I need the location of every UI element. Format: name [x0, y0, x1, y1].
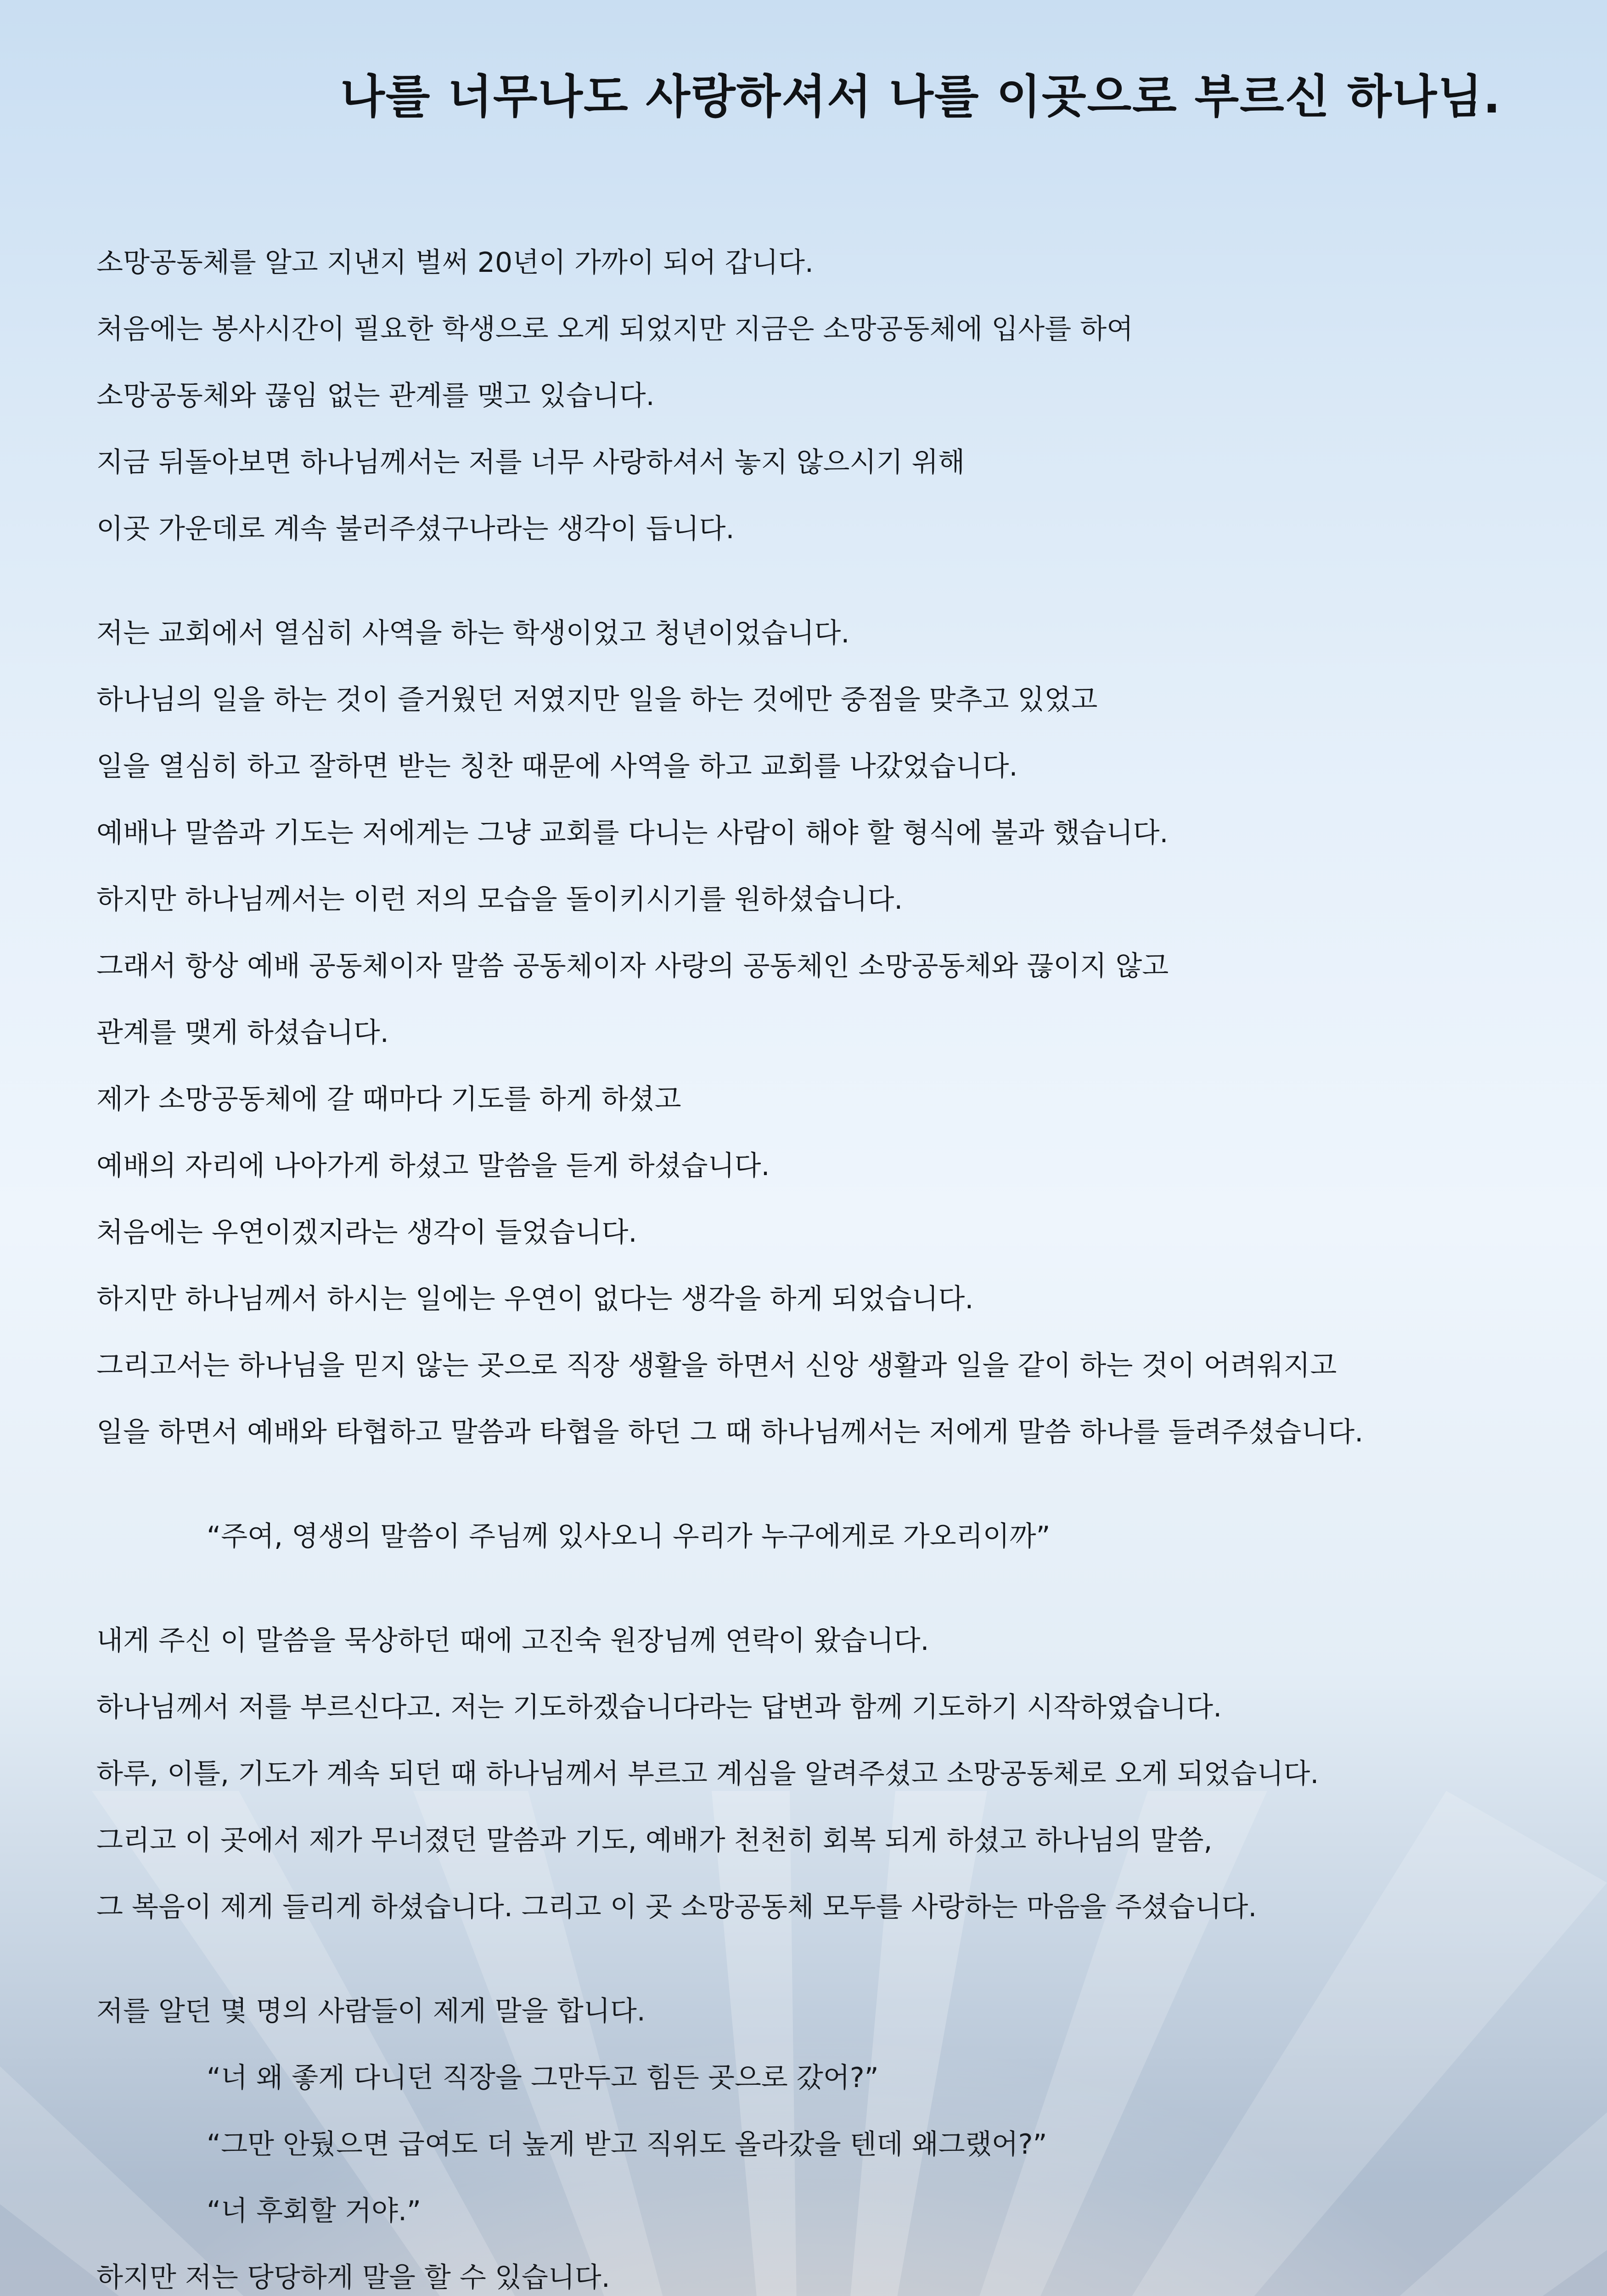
text-line: 하지만 하나님께서 하시는 일에는 우연이 없다는 생각을 하게 되었습니다.: [96, 1283, 974, 1315]
text-line: 일을 하면서 예배와 타협하고 말씀과 타협을 하던 그 때 하나님께서는 저에게 말씀 하나를 들려주셨습니다.: [96, 1416, 1364, 1448]
text-line: 소망공동체를 알고 지낸지 벌써 20년이 가까이 되어 갑니다.: [96, 247, 814, 279]
text-line: 저는 교회에서 열심히 사역을 하는 학생이었고 청년이었습니다.: [96, 617, 850, 649]
text-line: 처음에는 우연이겠지라는 생각이 들었습니다.: [96, 1216, 637, 1249]
text-line: 내게 주신 이 말씀을 묵상하던 때에 고진숙 원장님께 연락이 왔습니다.: [96, 1625, 929, 1657]
quote-line: “너 후회할 거야.”: [207, 2195, 421, 2227]
text-line: 그 복음이 제게 들리게 하셨습니다. 그리고 이 곳 소망공동체 모두를 사랑하는 마음을 주셨습니다.: [96, 1891, 1257, 1923]
letter-body: [96, 230, 1529, 2296]
text-line: 일을 열심히 하고 잘하면 받는 칭찬 때문에 사역을 하고 교회를 나갔었습니다.: [96, 750, 1018, 782]
quote-line: “주여, 영생의 말씀이 주님께 있사오니 우리가 누구에게로 가오리이까”: [207, 1520, 1051, 1553]
quote-line: “그만 안뒀으면 급여도 더 높게 받고 직위도 올라갔을 텐데 왜그랬어?”: [207, 2128, 1047, 2161]
text-line: 예배나 말씀과 기도는 저에게는 그냥 교회를 다니는 사람이 해야 할 형식에 불과 했습니다.: [96, 817, 1169, 849]
text-line: 제가 소망공동체에 갈 때마다 기도를 하게 하셨고: [96, 1083, 681, 1115]
text-line: 지금 뒤돌아보면 하나님께서는 저를 너무 사랑하셔서 놓지 않으시기 위해: [96, 446, 965, 478]
paragraph-1: [96, 230, 1529, 563]
text-line: 이곳 가운데로 계속 불러주셨구나라는 생각이 듭니다.: [96, 513, 735, 545]
text-line: 예배의 자리에 나아가게 하셨고 말씀을 듣게 하셨습니다.: [96, 1150, 770, 1182]
paragraph-3: [96, 1608, 1529, 1941]
scripture-quote: [96, 1503, 1529, 1570]
text-line: 그리고 이 곳에서 제가 무너졌던 말씀과 기도, 예배가 천천히 회복 되게 하셨고 하나님의 말씀,: [96, 1824, 1213, 1857]
text-line: 하지만 하나님께서는 이런 저의 모습을 돌이키시기를 원하셨습니다.: [96, 884, 903, 916]
text-line: 관계를 맺게 하셨습니다.: [96, 1017, 389, 1049]
text-line: 하지만 저는 당당하게 말을 할 수 있습니다.: [96, 2262, 610, 2294]
quote-line: “너 왜 좋게 다니던 직장을 그만두고 힘든 곳으로 갔어?”: [207, 2062, 879, 2094]
text-line: 하나님의 일을 하는 것이 즐거웠던 저였지만 일을 하는 것에만 중점을 맞추고 있었고: [96, 684, 1098, 716]
paragraph-4: [96, 1978, 1529, 2296]
text-line: 소망공동체와 끊임 없는 관계를 맺고 있습니다.: [96, 380, 655, 412]
paragraph-2: [96, 600, 1529, 1466]
text-line: 저를 알던 몇 명의 사람들이 제게 말을 합니다.: [96, 1995, 646, 2027]
text-line: 하나님께서 저를 부르신다고. 저는 기도하겠습니다라는 답변과 함께 기도하기 시작하였습니다.: [96, 1691, 1222, 1723]
page-title: 나를 너무나도 사랑하셔서 나를 이곳으로 부르신 하나님.: [340, 70, 1501, 124]
text-line: 처음에는 봉사시간이 필요한 학생으로 오게 되었지만 지금은 소망공동체에 입사를 하여: [96, 313, 1134, 345]
text-line: 하루, 이틀, 기도가 계속 되던 때 하나님께서 부르고 계심을 알려주셨고 소망공동체로 오게 되었습니다.: [96, 1758, 1319, 1790]
text-line: 그래서 항상 예배 공동체이자 말씀 공동체이자 사랑의 공동체인 소망공동체와 끊이지 않고: [96, 950, 1169, 982]
text-line: 그리고서는 하나님을 믿지 않는 곳으로 직장 생활을 하면서 신앙 생활과 일을 같이 하는 것이 어려워지고: [96, 1350, 1337, 1382]
